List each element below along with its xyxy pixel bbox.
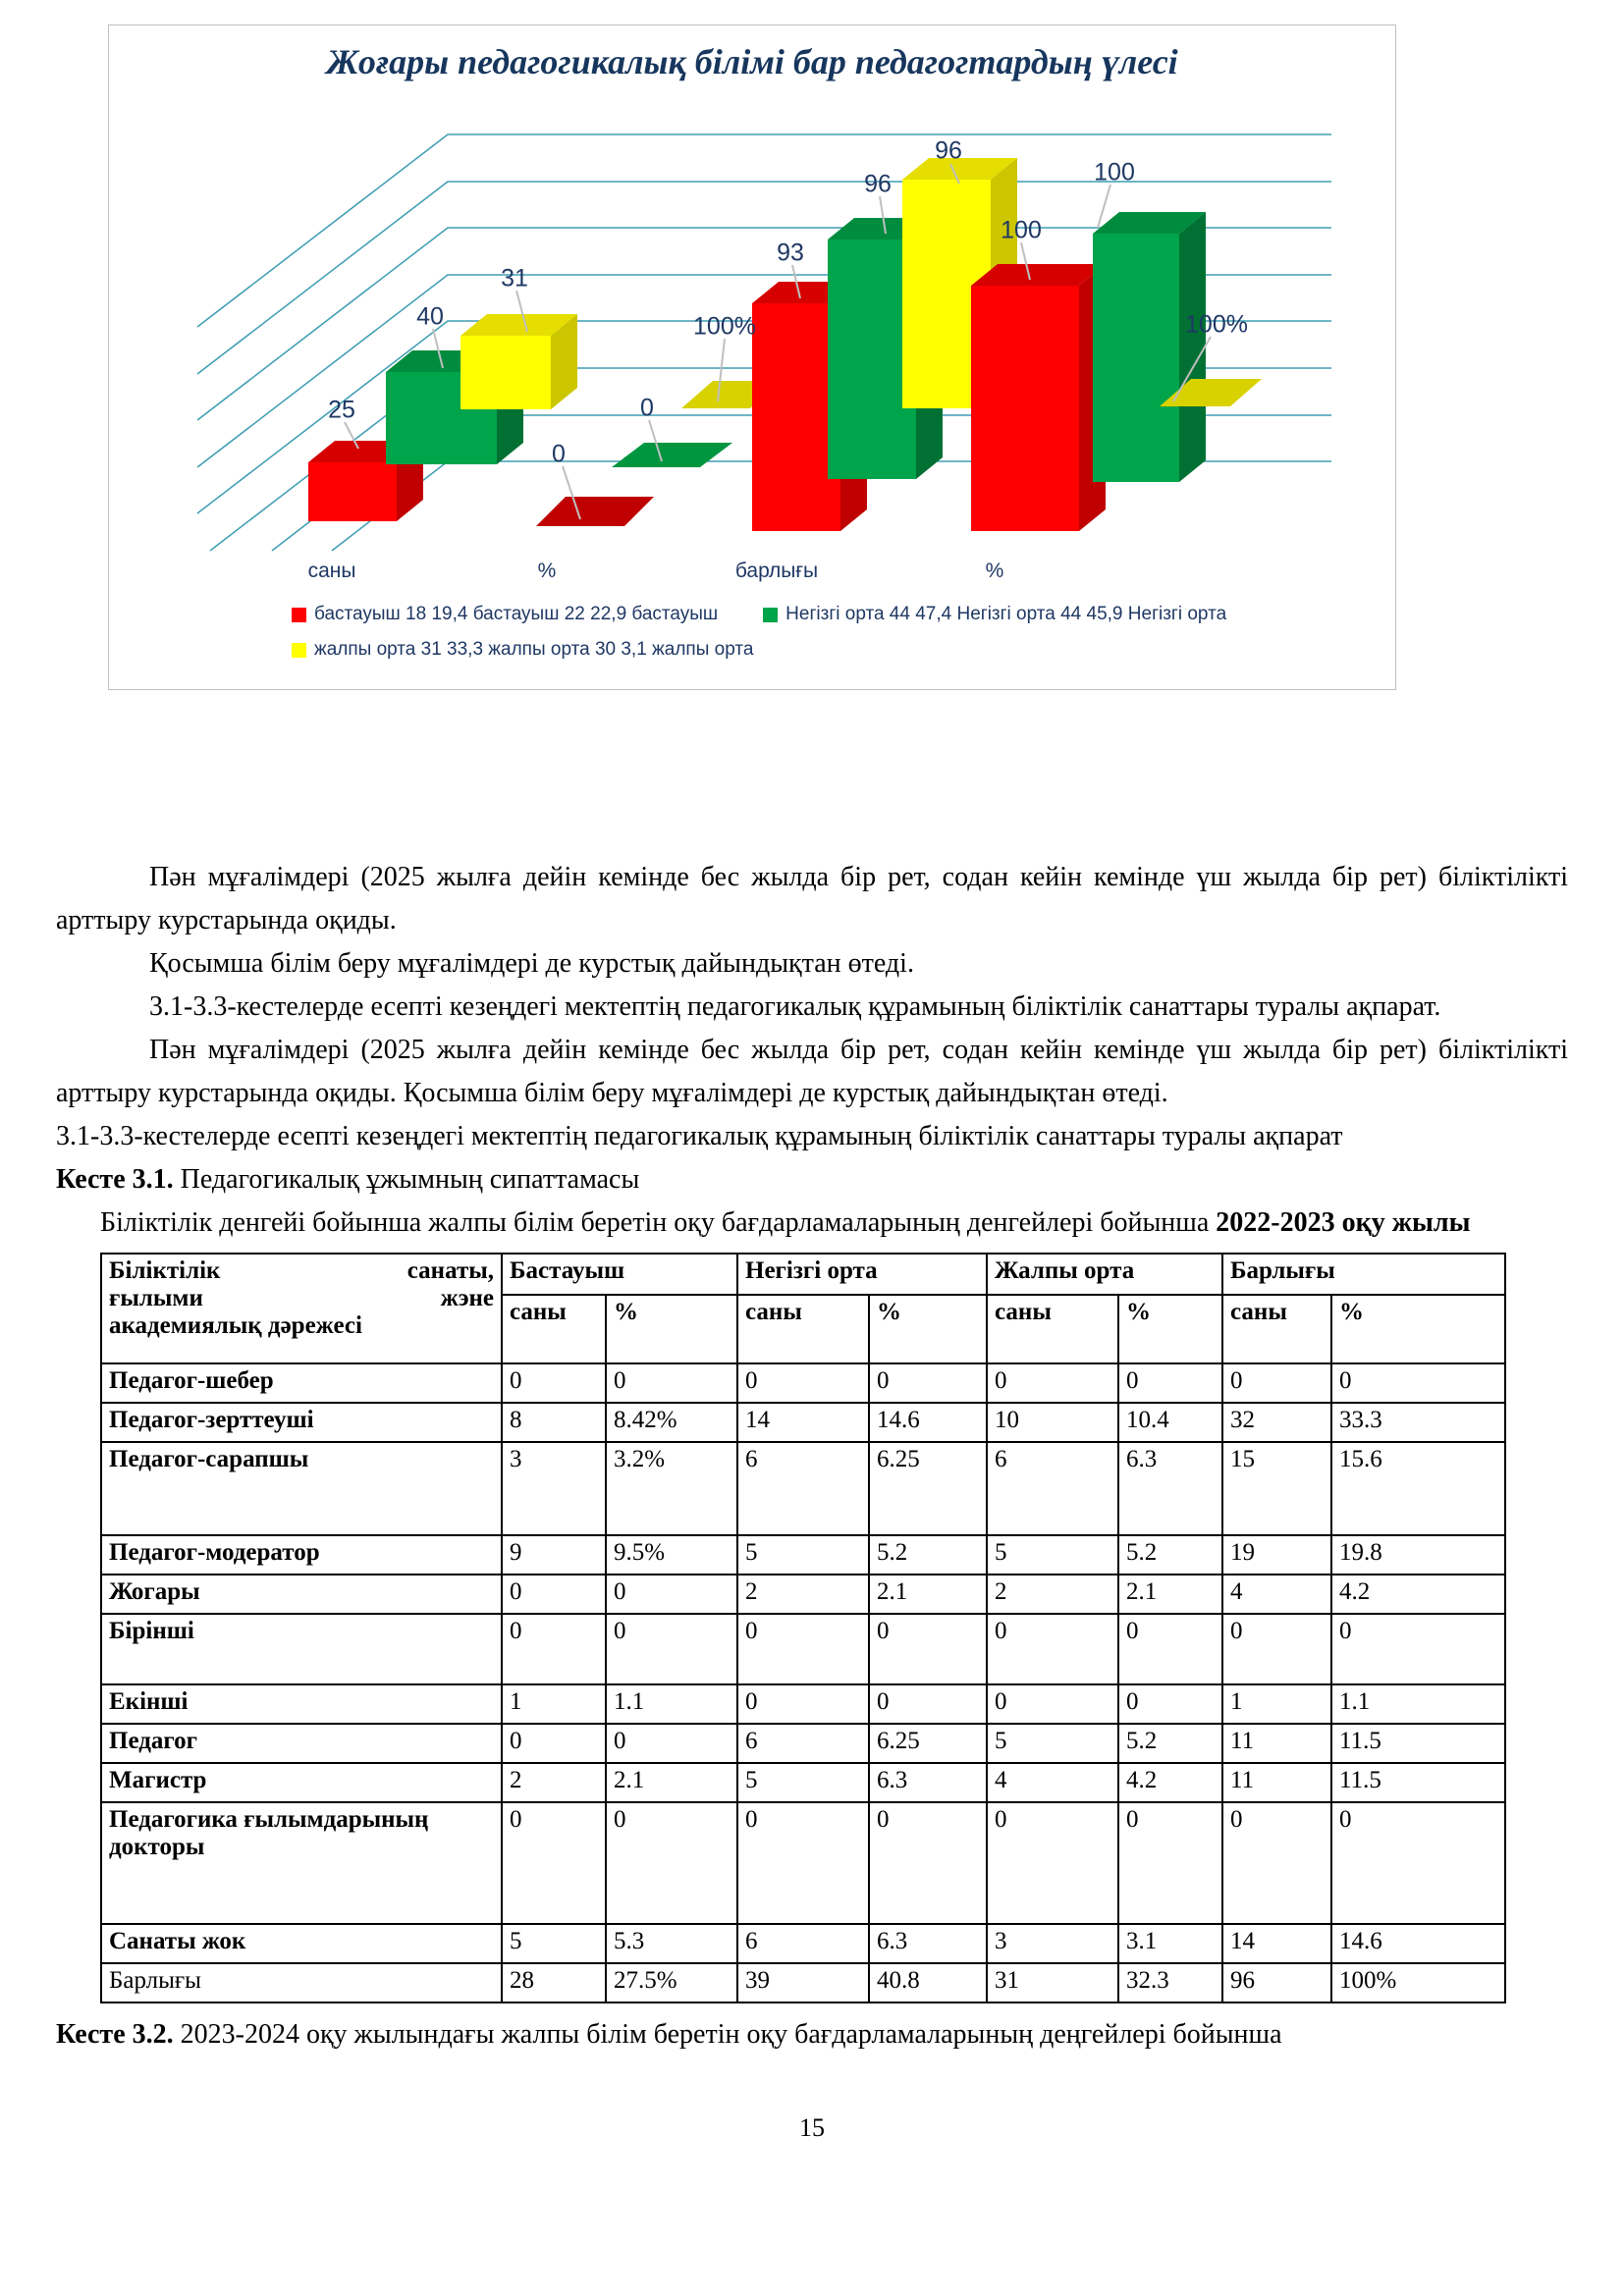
table-cell: 10.4 bbox=[1118, 1403, 1222, 1442]
bar-label: 40 bbox=[416, 302, 444, 331]
subheader-percent: % bbox=[1118, 1295, 1222, 1363]
table-row bbox=[101, 1442, 1505, 1535]
caption-text: 2023-2024 оқу жылындағы жалпы білім беретін оқу бағдарламаларының деңгейлері бойынша bbox=[173, 2018, 1282, 2050]
header-text: санаты, bbox=[406, 1256, 494, 1284]
table-cell: 6 bbox=[737, 1442, 869, 1535]
table-cell: 0 bbox=[737, 1363, 869, 1403]
table-cell: 0 bbox=[737, 1684, 869, 1724]
paragraph: Қосымша білім беру мұғалімдері де курстық дайындықтан өтеді. bbox=[149, 947, 914, 979]
table-cell: 0 bbox=[502, 1724, 606, 1763]
bar-yellow-sany bbox=[460, 314, 577, 409]
subheader-percent: % bbox=[869, 1295, 987, 1363]
table-row bbox=[101, 1363, 1505, 1403]
bar-label: 100% bbox=[1185, 310, 1248, 339]
table-cell: 19 bbox=[1222, 1535, 1331, 1575]
table-cell: 1 bbox=[1222, 1684, 1331, 1724]
table-cell: 6.3 bbox=[869, 1763, 987, 1802]
header-text: ғылыми bbox=[109, 1284, 203, 1311]
table-cell: 6 bbox=[737, 1724, 869, 1763]
bar-green-percent2 bbox=[1093, 212, 1206, 482]
paragraph: 3.1-3.3-кестелерде есепті кезеңдегі мектептің педагогикалық құрамының біліктілік санаттары туралы ақпарат. bbox=[149, 990, 1441, 1022]
table-cell: 0 bbox=[606, 1802, 737, 1924]
table-cell: 28 bbox=[502, 1963, 606, 2002]
qualification-table bbox=[100, 1253, 1506, 2003]
paragraph bbox=[56, 1201, 1568, 1245]
bar-label: 31 bbox=[501, 264, 528, 293]
paragraph-text: Біліктілік денгейі бойынша жалпы білім беретін оқу бағдарламаларының денгейлері бойынша bbox=[100, 1206, 1217, 1238]
group-header: Жалпы орта bbox=[987, 1254, 1222, 1295]
paragraph: Пән мұғалімдері (2025 жылға дейін кемінде бес жылда бір рет, содан кейін кемінде үш жылда бір рет) біліктілікті арттыру курстарында оқиды. Қосымша білім беру мұғалімдері де курстық дайындықтан өтеді. bbox=[56, 1034, 1568, 1108]
table-cell: 0 bbox=[1331, 1614, 1505, 1684]
table-cell: 0 bbox=[869, 1363, 987, 1403]
row-label: Педагог-шебер bbox=[101, 1363, 502, 1403]
table-cell: 0 bbox=[987, 1614, 1118, 1684]
table-cell: 11.5 bbox=[1331, 1724, 1505, 1763]
legend-label: жалпы орта 31 33,3 жалпы орта 30 3,1 жалпы орта bbox=[314, 639, 754, 660]
table-cell: 0 bbox=[502, 1575, 606, 1614]
table-cell: 15.6 bbox=[1331, 1442, 1505, 1535]
table-cell: 0 bbox=[606, 1614, 737, 1684]
table-cell: 19.8 bbox=[1331, 1535, 1505, 1575]
table-cell: 0 bbox=[502, 1802, 606, 1924]
legend-label: бастауыш 18 19,4 бастауыш 22 22,9 бастауыш bbox=[314, 604, 719, 624]
table-cell: 0 bbox=[1222, 1802, 1331, 1924]
table-cell: 15 bbox=[1222, 1442, 1331, 1535]
table-cell: 2.1 bbox=[606, 1763, 737, 1802]
axis-category-label: % bbox=[537, 560, 557, 582]
caption-number: Кесте 3.2. bbox=[56, 2018, 174, 2050]
group-header: Барлығы bbox=[1222, 1254, 1505, 1295]
table-caption-3-1 bbox=[56, 1158, 1568, 1201]
table-cell: 1.1 bbox=[1331, 1684, 1505, 1724]
bar-label: 96 bbox=[864, 170, 892, 198]
table-cell: 33.3 bbox=[1331, 1403, 1505, 1442]
table-cell: 0 bbox=[1118, 1614, 1222, 1684]
row-label: Барлығы bbox=[101, 1963, 502, 2002]
table-cell: 40.8 bbox=[869, 1963, 987, 2002]
header-text: Біліктілік bbox=[109, 1256, 221, 1284]
table-cell: 5 bbox=[737, 1763, 869, 1802]
table-cell: 3 bbox=[987, 1924, 1118, 1963]
table-cell: 5 bbox=[987, 1535, 1118, 1575]
subheader-sany: саны bbox=[502, 1295, 606, 1363]
chart-title: Жоғары педагогикалық білімі бар педагогтардың үлесі bbox=[326, 42, 1178, 81]
table-row bbox=[101, 1724, 1505, 1763]
table-cell: 2.1 bbox=[869, 1575, 987, 1614]
table-cell: 6 bbox=[737, 1924, 869, 1963]
legend-swatch-yellow bbox=[292, 643, 306, 658]
table-cell: 0 bbox=[987, 1802, 1118, 1924]
bar-face-front bbox=[752, 303, 840, 531]
row-label: Педагог-модератор bbox=[101, 1535, 502, 1575]
table-cell: 2.1 bbox=[1118, 1575, 1222, 1614]
bar-face-front bbox=[971, 286, 1079, 531]
row-label: Педагог-зерттеуші bbox=[101, 1403, 502, 1442]
legend-row bbox=[292, 632, 1226, 667]
table-cell: 5 bbox=[737, 1535, 869, 1575]
table-cell: 14 bbox=[1222, 1924, 1331, 1963]
header-text: жэне bbox=[440, 1284, 494, 1311]
axis-category-label: барлығы bbox=[734, 560, 819, 582]
legend-label: Негізгі орта 44 47,4 Негізгі орта 44 45,9 Негізгі орта bbox=[785, 604, 1227, 624]
table-cell: 5 bbox=[502, 1924, 606, 1963]
table-cell: 0 bbox=[606, 1363, 737, 1403]
group-header: Негізгі орта bbox=[737, 1254, 987, 1295]
tile-red-percent bbox=[536, 497, 654, 526]
axis-category-label: саны bbox=[307, 560, 356, 582]
chart bbox=[108, 25, 1396, 690]
bar-label: 100% bbox=[693, 312, 756, 341]
subheader-sany: саны bbox=[737, 1295, 869, 1363]
legend-swatch-red bbox=[292, 608, 306, 622]
bar-label: 93 bbox=[777, 239, 804, 267]
legend-row bbox=[292, 597, 1226, 632]
table-cell: 11 bbox=[1222, 1763, 1331, 1802]
table-cell: 0 bbox=[869, 1684, 987, 1724]
table-cell: 10 bbox=[987, 1403, 1118, 1442]
table-cell: 5.2 bbox=[1118, 1724, 1222, 1763]
table-cell: 5 bbox=[987, 1724, 1118, 1763]
bar-label: 100 bbox=[1001, 216, 1042, 244]
table-cell: 14.6 bbox=[869, 1403, 987, 1442]
table-cell: 5.2 bbox=[869, 1535, 987, 1575]
table-cell: 0 bbox=[869, 1614, 987, 1684]
row-label: Екінші bbox=[101, 1684, 502, 1724]
table-row bbox=[101, 1924, 1505, 1963]
table-cell: 27.5% bbox=[606, 1963, 737, 2002]
row-label: Бірінші bbox=[101, 1614, 502, 1684]
table-cell: 8 bbox=[502, 1403, 606, 1442]
table-header-row bbox=[101, 1254, 1505, 1295]
table-cell: 0 bbox=[987, 1684, 1118, 1724]
table-cell: 6.25 bbox=[869, 1724, 987, 1763]
table-cell: 14 bbox=[737, 1403, 869, 1442]
tile-green-percent bbox=[612, 443, 732, 467]
bar-face-front bbox=[1093, 234, 1179, 482]
bar-label: 0 bbox=[640, 394, 654, 422]
bar-label: 96 bbox=[935, 136, 962, 165]
table-row bbox=[101, 1763, 1505, 1802]
table-row bbox=[101, 1575, 1505, 1614]
row-label: Педагогика ғылымдарының докторы bbox=[101, 1802, 502, 1924]
table-cell: 0 bbox=[869, 1802, 987, 1924]
table-cell: 0 bbox=[502, 1614, 606, 1684]
subheader-sany: саны bbox=[1222, 1295, 1331, 1363]
table-cell: 2 bbox=[987, 1575, 1118, 1614]
row-label: Педагог bbox=[101, 1724, 502, 1763]
table-cell: 6.3 bbox=[869, 1924, 987, 1963]
table-cell: 9.5% bbox=[606, 1535, 737, 1575]
table-cell: 32 bbox=[1222, 1403, 1331, 1442]
table-cell: 4 bbox=[1222, 1575, 1331, 1614]
bar-face-front bbox=[308, 462, 397, 521]
header-text: академиялық дәрежесі bbox=[109, 1311, 362, 1339]
table-caption-3-2 bbox=[56, 2013, 1568, 2056]
table-cell: 39 bbox=[737, 1963, 869, 2002]
table-cell: 4.2 bbox=[1331, 1575, 1505, 1614]
table-cell: 6.25 bbox=[869, 1442, 987, 1535]
table-cell: 5.2 bbox=[1118, 1535, 1222, 1575]
table-cell: 3.2% bbox=[606, 1442, 737, 1535]
table-row bbox=[101, 1684, 1505, 1724]
subheader-percent: % bbox=[606, 1295, 737, 1363]
axis-category-label: % bbox=[985, 560, 1004, 582]
row-label: Магистр bbox=[101, 1763, 502, 1802]
table-row bbox=[101, 1614, 1505, 1684]
page-content bbox=[56, 856, 1568, 2143]
table-cell: 6.3 bbox=[1118, 1442, 1222, 1535]
group-header: Бастауыш bbox=[502, 1254, 737, 1295]
table-cell: 0 bbox=[1118, 1363, 1222, 1403]
table-cell: 5.3 bbox=[606, 1924, 737, 1963]
table-cell: 11.5 bbox=[1331, 1763, 1505, 1802]
table-cell: 4 bbox=[987, 1763, 1118, 1802]
table-cell: 1 bbox=[502, 1684, 606, 1724]
table-cell: 31 bbox=[987, 1963, 1118, 2002]
table-cell: 3.1 bbox=[1118, 1924, 1222, 1963]
row-label: Жогары bbox=[101, 1575, 502, 1614]
legend-entry bbox=[292, 639, 753, 661]
table-cell: 32.3 bbox=[1118, 1963, 1222, 2002]
table-cell: 6 bbox=[987, 1442, 1118, 1535]
table-cell: 1.1 bbox=[606, 1684, 737, 1724]
table-cell: 0 bbox=[1222, 1614, 1331, 1684]
table-cell: 96 bbox=[1222, 1963, 1331, 2002]
chart-legend bbox=[292, 597, 1226, 667]
subheader-sany: саны bbox=[987, 1295, 1118, 1363]
legend-entry bbox=[763, 604, 1226, 625]
school-year-bold: 2022-2023 оқу жылы bbox=[1216, 1206, 1471, 1238]
page-number: 15 bbox=[799, 2112, 825, 2142]
table-cell: 2 bbox=[502, 1763, 606, 1802]
legend-entry bbox=[292, 604, 718, 625]
table-cell: 14.6 bbox=[1331, 1924, 1505, 1963]
table-cell: 0 bbox=[502, 1363, 606, 1403]
caption-number: Кесте 3.1. bbox=[56, 1163, 174, 1195]
bar-label: 25 bbox=[328, 396, 355, 424]
table-cell: 2 bbox=[737, 1575, 869, 1614]
bar-face-side bbox=[1179, 212, 1206, 482]
table-row bbox=[101, 1535, 1505, 1575]
table-cell: 9 bbox=[502, 1535, 606, 1575]
table-cell: 4.2 bbox=[1118, 1763, 1222, 1802]
legend-swatch-green bbox=[763, 608, 778, 622]
table-cell: 0 bbox=[606, 1575, 737, 1614]
table-cell: 0 bbox=[1118, 1684, 1222, 1724]
caption-text: Педагогикалық ұжымның сипаттамасы bbox=[173, 1163, 640, 1195]
table-row bbox=[101, 1963, 1505, 2002]
bar-red-percent2 bbox=[971, 264, 1106, 531]
bar-label: 0 bbox=[552, 440, 566, 468]
table-corner-header bbox=[101, 1254, 502, 1363]
table-cell: 0 bbox=[1222, 1363, 1331, 1403]
table-cell: 0 bbox=[737, 1802, 869, 1924]
bar-face-front bbox=[460, 336, 551, 409]
table-cell: 0 bbox=[737, 1614, 869, 1684]
table-cell: 0 bbox=[1331, 1363, 1505, 1403]
row-label: Педагог-сарапшы bbox=[101, 1442, 502, 1535]
table-row bbox=[101, 1403, 1505, 1442]
table-cell: 0 bbox=[1118, 1802, 1222, 1924]
table-cell: 0 bbox=[606, 1724, 737, 1763]
paragraph: 3.1-3.3-кестелерде есепті кезеңдегі мектептің педагогикалық құрамының біліктілік санаттары туралы ақпарат bbox=[56, 1120, 1343, 1151]
table-cell: 0 bbox=[1331, 1802, 1505, 1924]
bar-label: 100 bbox=[1094, 158, 1135, 187]
table-cell: 0 bbox=[987, 1363, 1118, 1403]
row-label: Санаты жок bbox=[101, 1924, 502, 1963]
table-cell: 100% bbox=[1331, 1963, 1505, 2002]
table-row bbox=[101, 1802, 1505, 1924]
table-cell: 3 bbox=[502, 1442, 606, 1535]
table-cell: 8.42% bbox=[606, 1403, 737, 1442]
paragraph: Пән мұғалімдері (2025 жылға дейін кемінде бес жылда бір рет, содан кейін кемінде үш жылда бір рет) біліктілікті арттыру курстарында оқиды. bbox=[56, 862, 1568, 935]
subheader-percent: % bbox=[1331, 1295, 1505, 1363]
table-cell: 11 bbox=[1222, 1724, 1331, 1763]
